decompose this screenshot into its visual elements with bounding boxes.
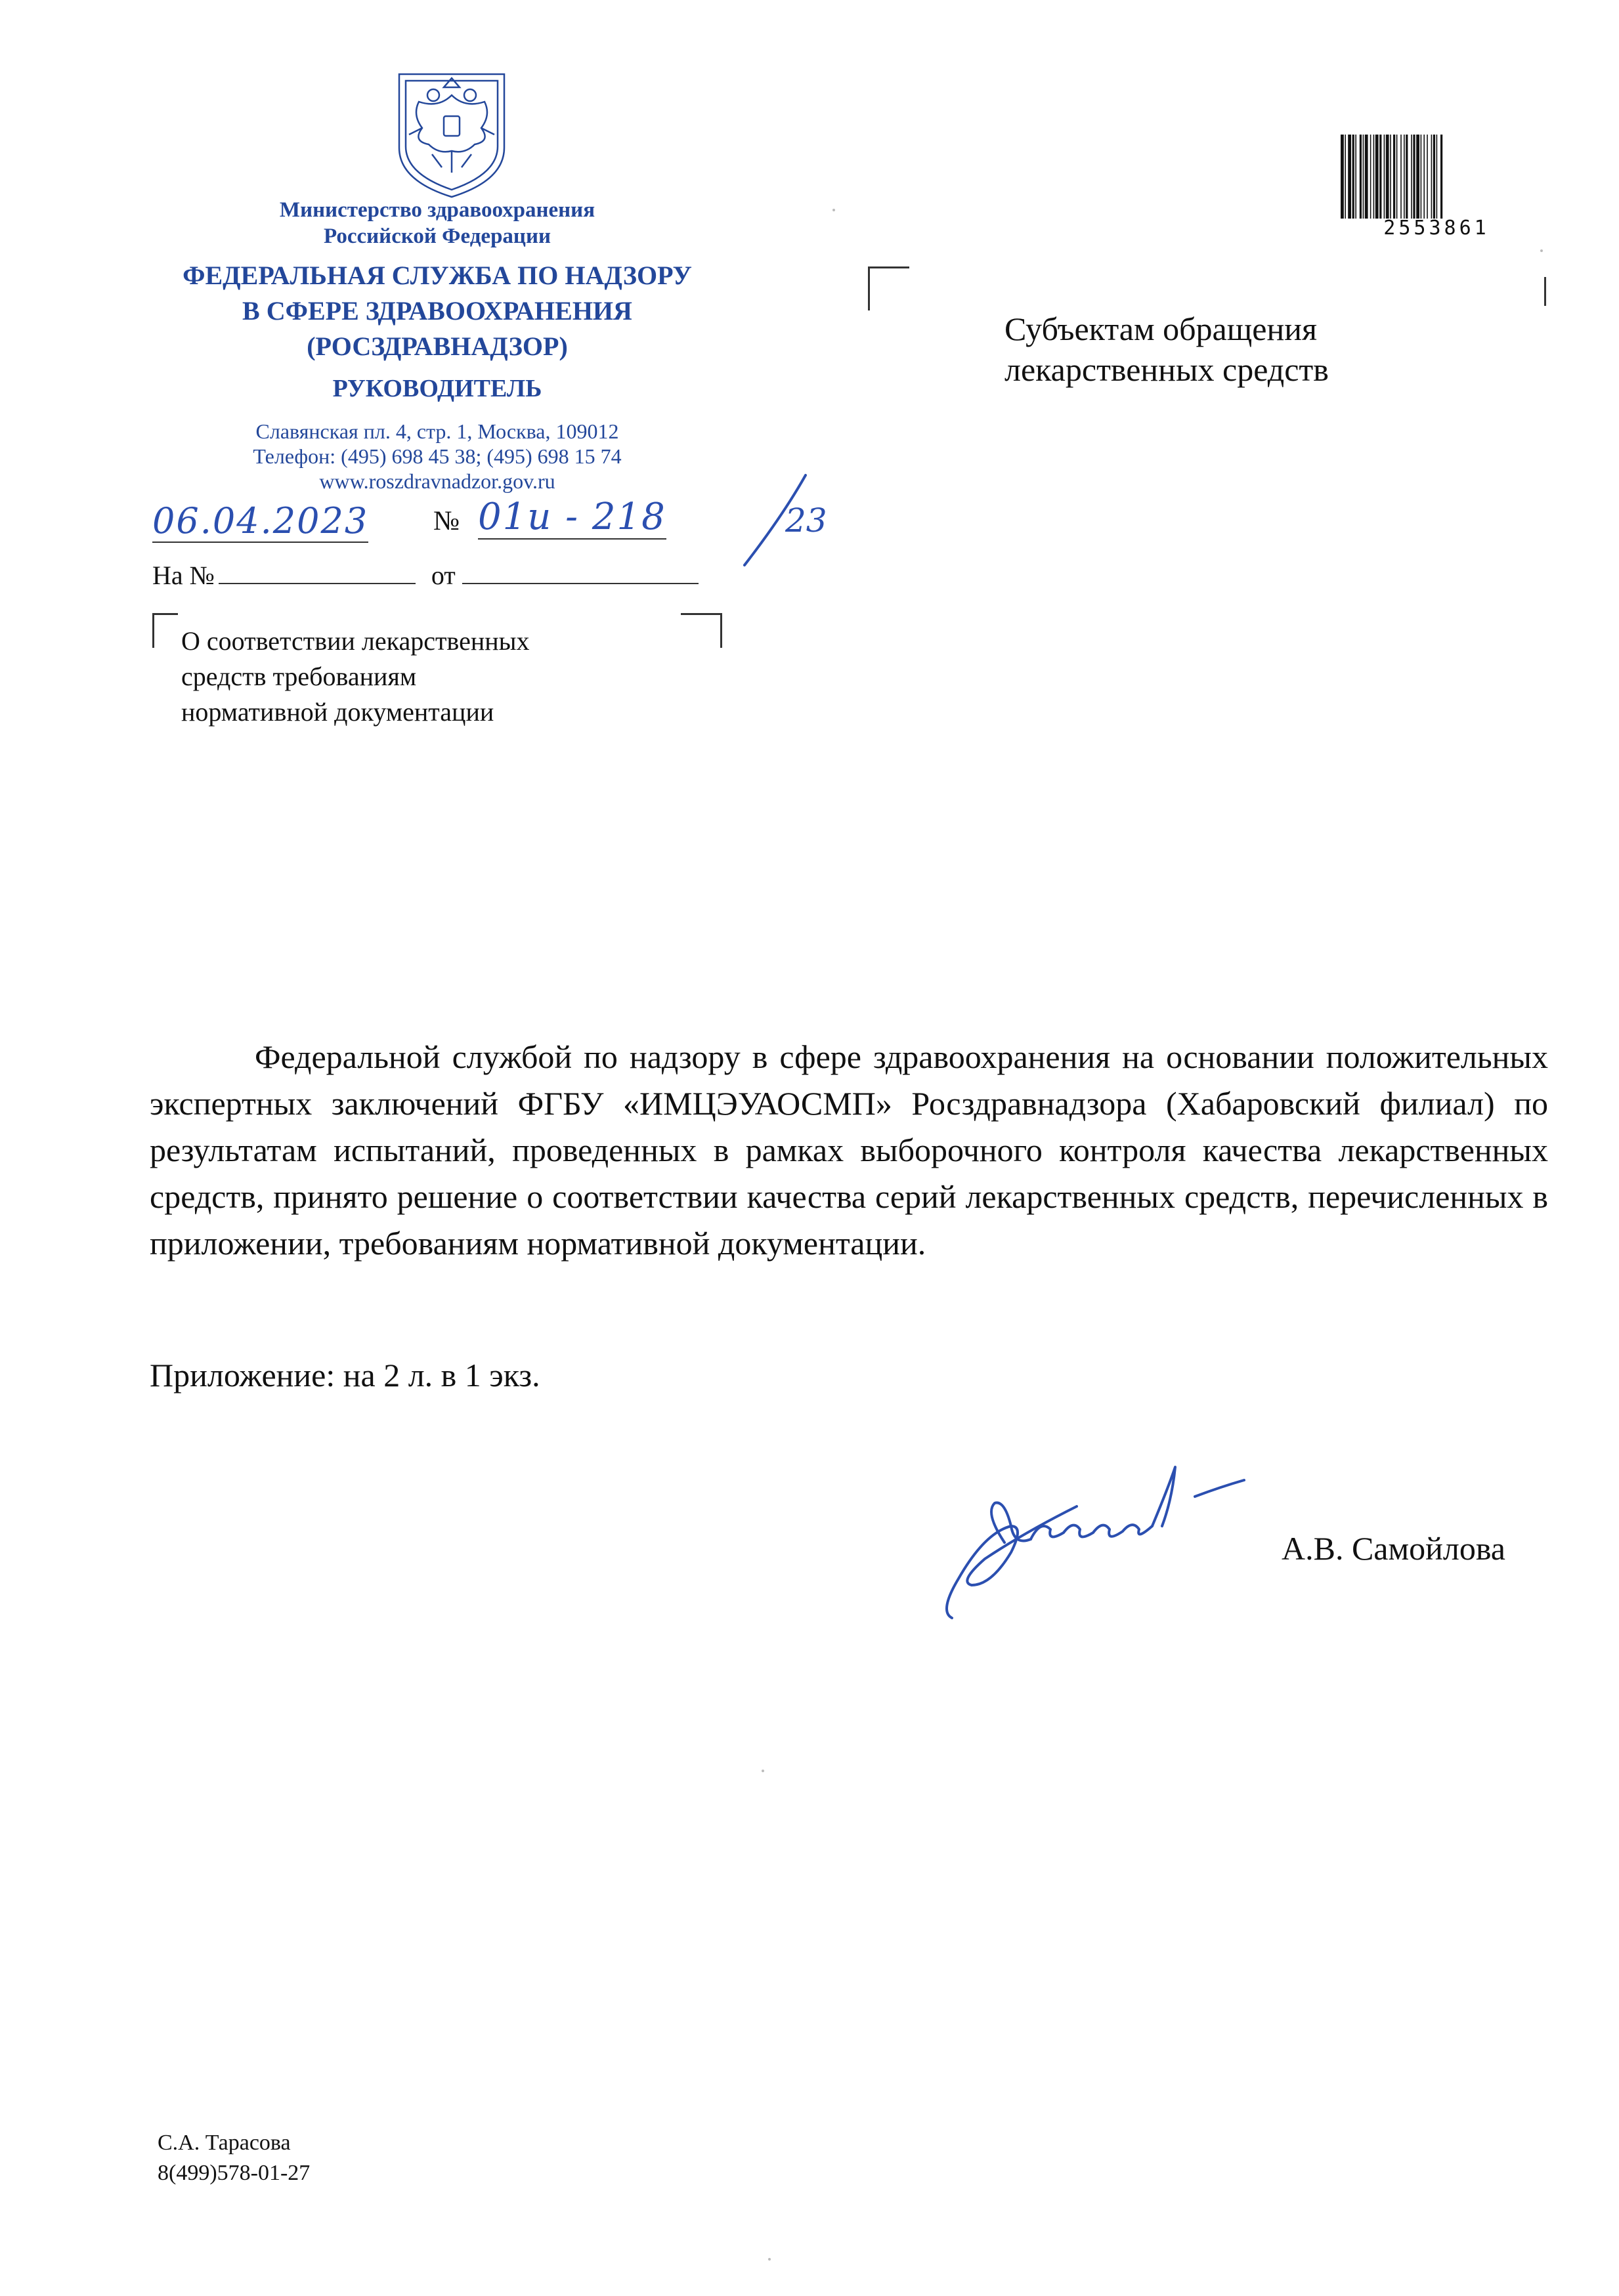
head-title: РУКОВОДИТЕЛЬ (332, 375, 542, 402)
barcode-bar (1390, 135, 1391, 219)
subject-line-3: нормативной документации (181, 697, 494, 727)
ref-from: от (431, 561, 456, 590)
barcode-bar (1404, 135, 1405, 219)
scan-speck (762, 1770, 764, 1772)
ref-prefix: На № (152, 561, 215, 590)
barcode-bar (1396, 135, 1398, 219)
barcode-bar (1341, 135, 1344, 219)
scan-speck (832, 209, 835, 211)
barcode-bar (1421, 135, 1422, 219)
phone-line: Телефон: (495) 698 45 38; (495) 698 15 74 (253, 444, 622, 468)
barcode-bar (1386, 135, 1389, 219)
barcode-bar (1370, 135, 1371, 219)
barcode-bar (1433, 135, 1435, 219)
scan-speck (1540, 249, 1543, 252)
barcode-bar (1400, 135, 1402, 219)
service-line-3: (РОСЗДРАВНАДЗОР) (307, 331, 568, 361)
subject-corner-right (681, 613, 722, 648)
barcode-bar (1431, 135, 1433, 219)
registration-year: 23 (785, 501, 827, 540)
contact-block (210, 419, 664, 494)
address-line: Славянская пл. 4, стр. 1, Москва, 109012 (255, 419, 619, 443)
addressee-corner-right (1544, 277, 1546, 306)
signer-name: А.В. Самойлова (1282, 1530, 1505, 1567)
subject-line-1: О соответствии лекарственных (181, 626, 530, 656)
ref-date-blank (462, 557, 699, 584)
barcode-bar (1373, 135, 1375, 219)
barcode-bar (1436, 135, 1438, 219)
barcode-bar (1365, 135, 1368, 219)
barcode-bar (1375, 135, 1379, 219)
barcode-number: 2553861 (1383, 217, 1490, 240)
barcode-bar (1363, 135, 1364, 219)
executor-name: С.А. Тарасова (158, 2131, 291, 2155)
addressee-line-1: Субъектам обращения (1004, 310, 1317, 347)
executor-phone: 8(499)578-01-27 (158, 2161, 311, 2185)
executor-block (158, 2128, 310, 2188)
barcode-bar (1384, 135, 1385, 219)
barcode-bar (1393, 135, 1395, 219)
attachment-note: Приложение: на 2 л. в 1 экз. (150, 1357, 540, 1393)
ministry-line-2: Российской Федерации (324, 224, 551, 248)
barcode-bar (1355, 135, 1356, 219)
barcode-bar (1345, 135, 1346, 219)
barcode-bar (1440, 135, 1442, 219)
barcode-bar (1360, 135, 1362, 219)
barcode-bar (1413, 135, 1415, 219)
barcode-bar (1411, 135, 1412, 219)
registration-number-sign: № (433, 506, 460, 536)
subject-corner-left (152, 613, 178, 648)
barcode-bar (1352, 135, 1354, 219)
website-line: www.roszdravnadzor.gov.ru (319, 469, 555, 493)
addressee-corner-left (868, 266, 909, 310)
handwritten-signature (913, 1428, 1306, 1625)
coat-of-arms-icon (393, 69, 511, 200)
barcode-bar (1416, 135, 1419, 219)
ministry-name (217, 197, 658, 249)
scan-speck (768, 2258, 771, 2261)
barcode-bar (1348, 135, 1351, 219)
service-name (144, 258, 730, 364)
service-line-1: ФЕДЕРАЛЬНАЯ СЛУЖБА ПО НАДЗОРУ (183, 261, 692, 290)
registration-number: 01и - 218 (478, 496, 666, 538)
ministry-line-1: Министерство здравоохранения (279, 198, 595, 222)
registration-date: 06.04.2023 (152, 500, 369, 542)
barcode-bar (1406, 135, 1408, 219)
barcode-bar (1423, 135, 1425, 219)
barcode-icon (1339, 135, 1534, 219)
addressee (1004, 308, 1329, 390)
body-paragraph: Федеральной службой по надзору в сфере здравоохранения на основании положительных экспертных заключений ФГБУ «ИМЦЭУАОСМП» Росздравнадзора (Хабаровский филиал) по результатам испытаний, проведенных в рамках выборочного контроля качества лекарственных средств, принято решение о соответствии качества серий лекарственных средств, перечисленных в приложении, требованиям нормативной документации. (150, 1038, 1548, 1262)
barcode-bar (1379, 135, 1381, 219)
barcode-bar (1427, 135, 1428, 219)
service-line-2: В СФЕРЕ ЗДРАВООХРАНЕНИЯ (242, 296, 632, 326)
ref-number-blank (219, 557, 416, 584)
subject-line-2: средств требованиям (181, 662, 417, 691)
reference-row (152, 557, 699, 591)
subject-text (181, 624, 680, 730)
addressee-line-2: лекарственных средств (1004, 351, 1329, 388)
